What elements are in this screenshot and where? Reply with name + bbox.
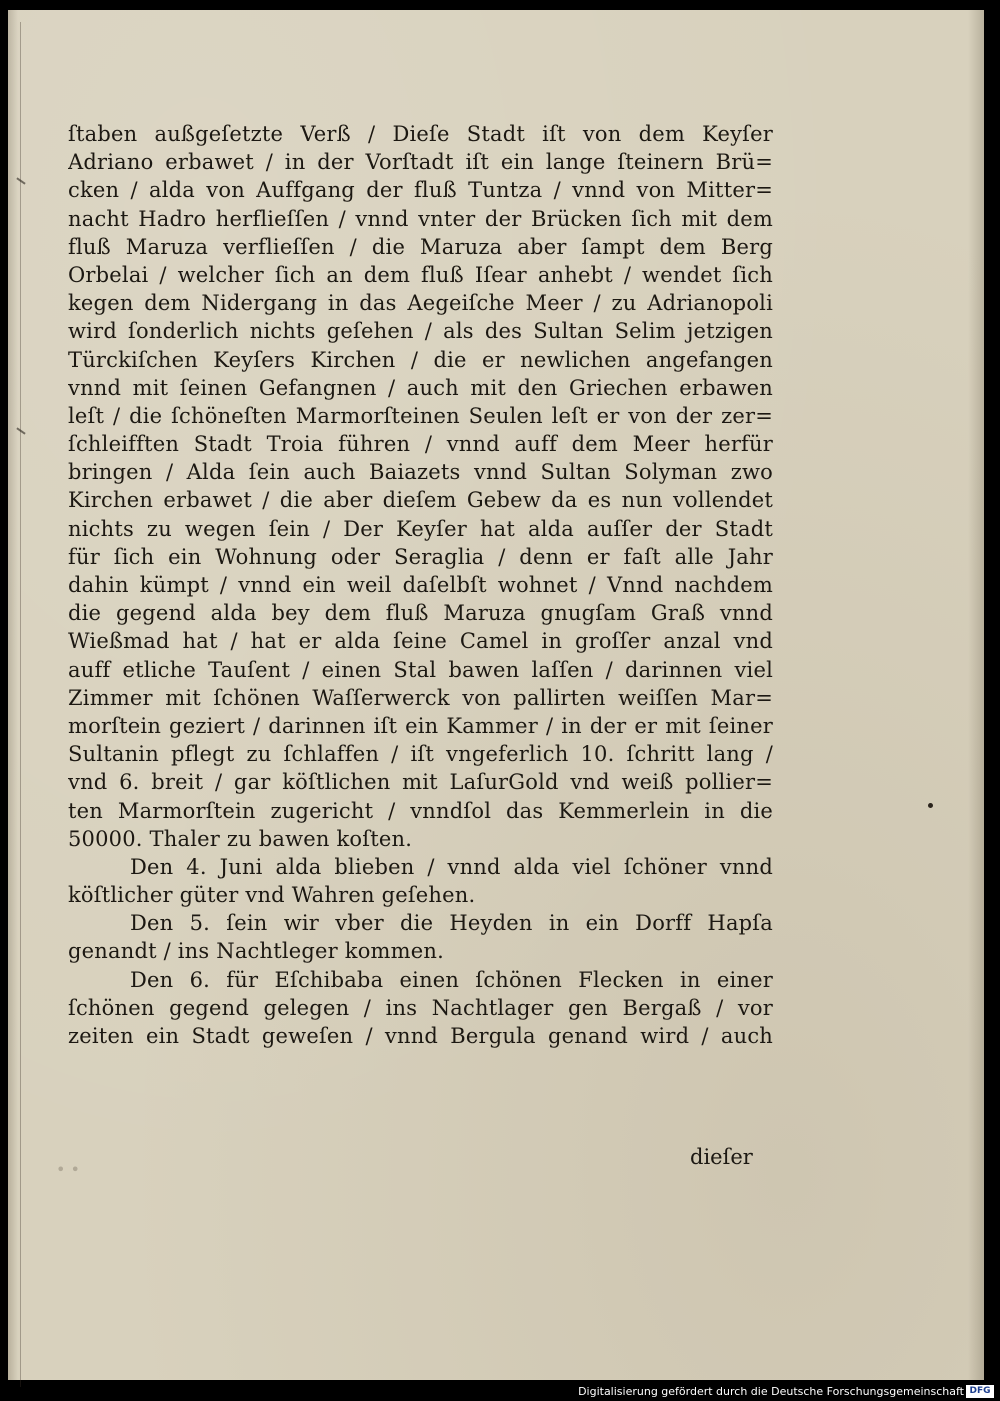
text-line-25: ten Marmorſtein zugericht / vnndſol das Kemmerlein in die	[68, 798, 773, 823]
text-line-20: auff etliche Tauſent / einen Stal bawen laſſen / darinnen viel	[68, 657, 773, 682]
text-line-7: kegen dem Nidergang in das Aegeiſche Meer / zu Adrianopoli	[68, 291, 773, 316]
text-line-4: nacht Hadro herflieſſen / vnnd vnter der Brücken ſich mit dem	[68, 206, 773, 231]
faint-smudge: • •	[56, 1160, 80, 1179]
page-edge-line	[20, 22, 21, 1387]
text-line-16: für ſich ein Wohnung oder Seraglia / denn er faſt alle Jahr	[68, 544, 773, 569]
digitization-credit: Digitalisierung gefördert durch die Deutsche Forschungsgemeinschaft	[578, 1385, 964, 1398]
text-line-21: Zimmer mit ſchönen Waſſerwerck von pallirten weiſſen Mar=	[68, 685, 773, 710]
text-line-19: Wießmad hat / hat er alda ſeine Camel in groſſer anzal vnd	[68, 629, 773, 654]
text-line-27: Den 4. Juni alda blieben / vnnd alda viel ſchöner vnnd	[130, 854, 773, 879]
text-line-30: genandt / ins Nachtleger kommen.	[68, 939, 445, 964]
text-line-13: bringen / Alda ſein auch Baiazets vnnd Sultan Solyman zwo	[68, 460, 773, 485]
dfg-logo: DFG	[966, 1385, 994, 1398]
text-line-9: Türckiſchen Keyſers Kirchen / die er newlichen angefangen	[68, 347, 773, 372]
margin-ink-tick	[16, 177, 25, 184]
text-line-6: Orbelai / welcher ſich an dem fluß Iſear anhebt / wendet ſich	[68, 262, 773, 287]
text-line-33: zeiten ein Stadt geweſen / vnnd Bergula genand wird / auch	[68, 1024, 773, 1048]
text-line-8: wird ſonderlich nichts geſehen / als des Sultan Selim jetzigen	[68, 319, 773, 344]
catchword: dieſer	[690, 1145, 753, 1169]
text-line-5: fluß Maruza verflieſſen / die Maruza aber ſampt dem Berg	[68, 234, 773, 259]
text-line-12: ſchleifften Stadt Troia führen / vnnd auff dem Meer herfür	[68, 432, 773, 457]
text-line-24: vnd 6. breit / gar köſtlichen mit LaſurGold vnd weiß pollier=	[68, 770, 773, 795]
margin-ink-tick	[16, 427, 25, 434]
text-line-29: Den 5. ſein wir vber die Heyden in ein Dorff Hapſa	[130, 911, 773, 936]
text-line-26: 50000. Thaler zu bawen koſten.	[68, 826, 413, 851]
text-line-32: ſchönen gegend gelegen / ins Nachtlager gen Bergaß / vor	[68, 995, 773, 1020]
body-text	[68, 120, 773, 1050]
text-line-17: dahin kümpt / vnnd ein weil daſelbſt wohnet / Vnnd nachdem	[68, 573, 773, 597]
text-line-10: vnnd mit ſeinen Gefangnen / auch mit den Griechen erbawen	[68, 375, 773, 400]
text-line-18: die gegend alda bey dem fluß Maruza gnugſam Graß vnnd	[68, 601, 773, 626]
text-line-14: Kirchen erbawet / die aber dieſem Gebew da es nun vollendet	[68, 488, 773, 513]
text-line-28: köſtlicher güter vnd Wahren geſehen.	[68, 883, 476, 908]
text-line-31: Den 6. für Eſchibaba einen ſchönen Flecken in einer	[130, 967, 773, 992]
margin-ink-dot	[928, 803, 933, 808]
text-line-22: morſtein geziert / darinnen iſt ein Kammer / in der er mit ſeiner	[68, 713, 773, 738]
text-line-2: Adriano erbawet / in der Vorſtadt iſt ein lange ſteinern Brü=	[68, 150, 773, 175]
book-page	[8, 10, 984, 1380]
text-line-11: leſt / die ſchöneſten Marmorſteinen Seulen leſt er von der zer=	[68, 403, 773, 428]
text-line-23: Sultanin pflegt zu ſchlaffen / iſt vngeferlich 10. ſchritt lang /	[68, 742, 773, 767]
text-line-15: nichts zu wegen ſein / Der Keyſer hat alda auſſer der Stadt	[68, 516, 773, 541]
text-line-3: cken / alda von Auffgang der fluß Tuntza / vnnd von Mitter=	[68, 178, 773, 203]
text-line-1: ſtaben außgeſetzte Verß / Dieſe Stadt iſt von dem Keyſer	[68, 122, 773, 146]
